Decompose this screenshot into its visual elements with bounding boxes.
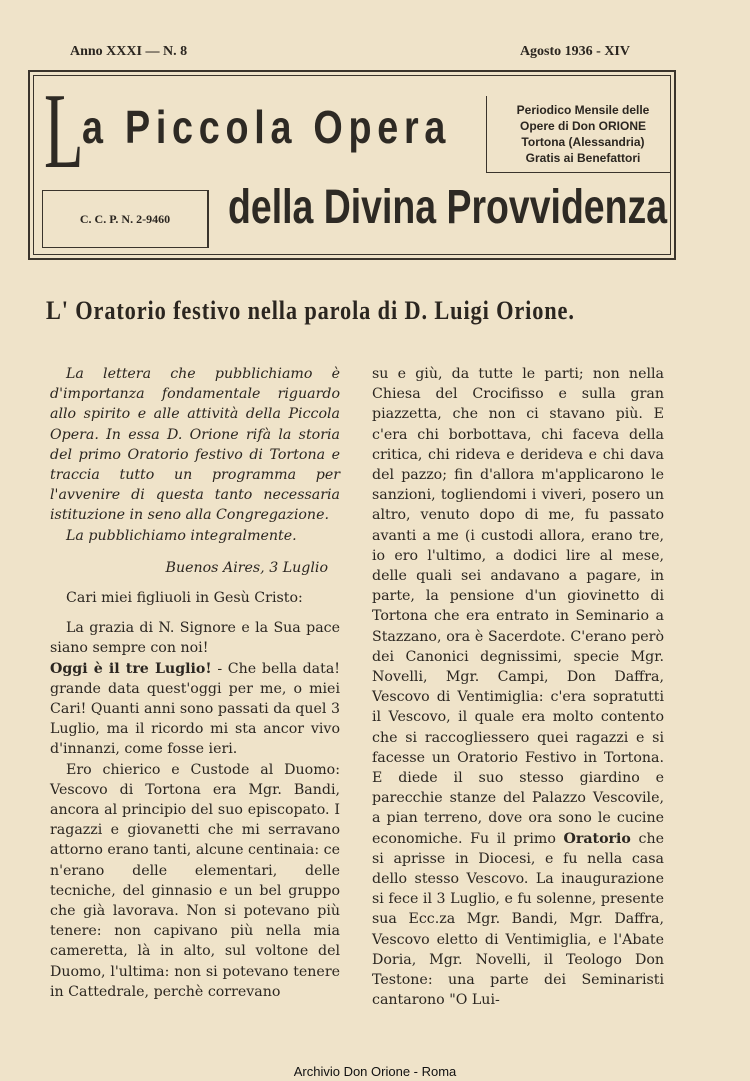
issue-date: Agosto 1936 - XIV xyxy=(519,44,630,59)
postal-account: C. C. P. N. 2-9460 xyxy=(42,190,209,248)
info-line: Tortona (Alessandria) xyxy=(521,135,645,149)
emphasis: Oratorio xyxy=(563,830,631,847)
masthead-initial: L xyxy=(44,72,84,191)
issue-number: Anno XXXI — N. 8 xyxy=(70,44,188,59)
info-line: Periodico Mensile delle xyxy=(516,103,650,117)
issue-line xyxy=(70,44,630,60)
intro-paragraph: La lettera che pubblichiamo è d'importanza fondamentale riguardo allo spirito e alle attività della Piccola Opera. In essa D. Orione rifà la storia del primo Oratorio festivo di Tortona e traccia tutto un programma per l'avvenire di questa tanto necessaria istituzione in seno alla Congregazione. xyxy=(50,366,340,524)
masthead-title: a Piccola Opera xyxy=(82,101,452,153)
body-paragraph: su e giù, da tutte le parti; non nella Chiesa del Crocifisso e sulla gran piazzetta, che non ci stavano più. E c'era chi borbottava, chi faceva della critica, chi rideva e derideva e chi dava del pazzo; fin d'allora m'applicarono le sanzioni, togliendomi i viveri, posero un altro, venuto dopo di me, fu passato avanti a me (i custodi allora, erano tre, io ero l'ultimo, a dodici lire al mese, delle quali sei andavano a pagare, in parte, la pensione d'un giovinetto di Tortona che era entrato in Seminario a Stazzano, ora è Sacerdote. C'erano però dei Canonici degnissimi, specie Mgr. Novelli, Mgr. Campi, Don Daffra, Vescovo di Ventimiglia: c'era sopratutti il Vescovo, il quale era molto contento che si raccogliessero quei ragazzi e si facesse un Oratorio Festivo in Tortona. E diede il suo stesso giardino e parecchie stanze del Palazzo Vescovile, a pian terreno, dove ora sono le cucine economiche. Fu il primo Oratorio che si aprisse in Diocesi, e fu nella casa dello stesso Vescovo. La inaugurazione si fece il 3 Luglio, e fu solenne, presente sua Ecc.za Mgr. Bandi, Mgr. Daffra, Vescovo eletto di Ventimiglia, e l'Abate Doria, Mgr. Novelli, il Teologo Don Testone: una parte dei Seminaristi cantarono "O Lui- xyxy=(372,366,664,1009)
emphasis: Oggi è il tre Luglio! xyxy=(50,660,212,677)
info-line: Opere di Don ORIONE xyxy=(519,119,646,133)
body-paragraph: Oggi è il tre Luglio! - Che bella data! grande data quest'oggi per me, o miei Cari! Quanti anni sono passati da quel 3 Luglio, ma il ricordo mi sta ancor vivo d'innanzi, come fosse ieri. xyxy=(50,660,340,758)
masthead-subtitle: della Divina Provvidenza xyxy=(228,181,668,234)
archive-footer: Archivio Don Orione - Roma xyxy=(293,1064,457,1079)
article-column-right xyxy=(372,364,664,1011)
masthead-info xyxy=(486,96,671,173)
info-line: Gratis ai Benefattori xyxy=(525,151,641,165)
letter-dateline: Buenos Aires, 3 Luglio xyxy=(165,559,328,576)
body-paragraph: La grazia di N. Signore e la Sua pace siano sempre con noi! xyxy=(50,620,340,657)
article-column-left xyxy=(50,364,340,1002)
article-headline: L' Oratorio festivo nella parola di D. Luigi Orione. xyxy=(46,296,575,325)
letter-greeting: Cari miei figliuoli in Gesù Cristo: xyxy=(66,590,303,607)
intro-paragraph: La pubblichiamo integralmente. xyxy=(66,527,297,544)
body-paragraph: Ero chierico e Custode al Duomo: Vescovo di Tortona era Mgr. Bandi, ancora al principio del suo episcopato. I ragazzi e giovanetti che mi serravano attorno erano tanti, alcune centinaia: ce n'erano delle elementari, delle tecniche, del ginnasio e un bel gruppo che già lavorava. Non si potevano più tenere: non capivano più nella mia cameretta, là in alto, sul voltone del Duomo, l'ultima: non si potevano tenere in Cattedrale, perchè correvano xyxy=(50,761,340,1000)
masthead xyxy=(28,70,676,260)
